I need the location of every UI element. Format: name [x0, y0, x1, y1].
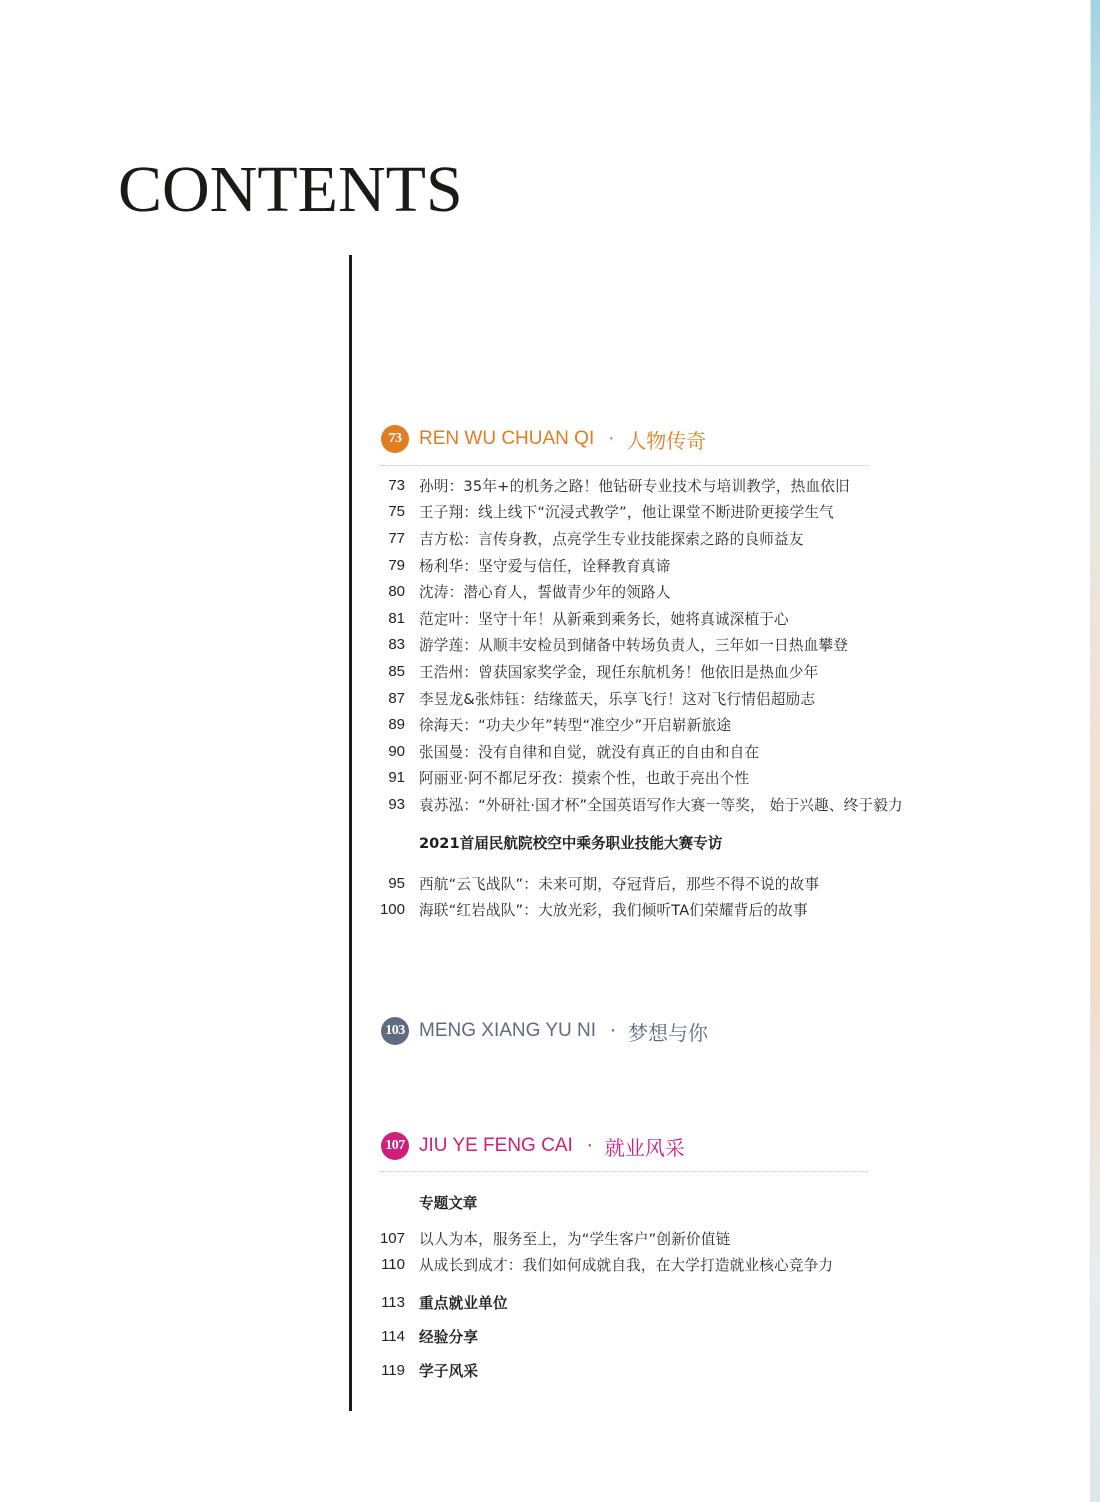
- toc-title: 沈涛：潜心育人，誓做青少年的领路人: [419, 584, 671, 602]
- toc-page-number: 90: [388, 742, 405, 760]
- toc-page-number: 100: [379, 901, 405, 919]
- toc-page-number: 85: [388, 662, 405, 680]
- section-separator: ·: [610, 1020, 617, 1042]
- toc-title: 张国曼：没有自律和自觉，就没有真正的自由和自在: [419, 743, 760, 761]
- toc-list-jiu-ye-feng-cai: [370, 1225, 833, 1278]
- toc-page-number: 79: [388, 556, 405, 574]
- toc-title: 吉方松：言传身教，点亮学生专业技能探索之路的良师益友: [419, 530, 804, 548]
- toc-entry[interactable]: [370, 605, 903, 632]
- page-title: CONTENTS: [118, 153, 463, 226]
- toc-list-ren-wu-chuan-qi: [370, 472, 903, 818]
- toc-title: 经验分享: [419, 1328, 479, 1346]
- toc-entry[interactable]: [370, 685, 903, 712]
- toc-page-number: 113: [381, 1293, 405, 1311]
- toc-entry[interactable]: [370, 1319, 508, 1353]
- toc-entry[interactable]: [370, 658, 903, 685]
- toc-page-number: 107: [379, 1229, 405, 1247]
- vertical-rule: [349, 255, 352, 1411]
- toc-page-number: 93: [388, 795, 405, 813]
- toc-title: 以人为本，服务至上，为“学生客户”创新价值链: [419, 1230, 731, 1248]
- section-page-badge: 107: [381, 1132, 409, 1160]
- toc-page-number: 73: [388, 476, 405, 494]
- section-separator: ·: [586, 1135, 593, 1157]
- toc-page-number: 95: [388, 874, 405, 892]
- toc-title: 学子风采: [419, 1362, 479, 1380]
- toc-subheading: 2021首届民航院校空中乘务职业技能大赛专访: [419, 835, 723, 852]
- toc-title: 袁苏泓：“外研社·国才杯”全国英语写作大赛一等奖， 始于兴趣、终于毅力: [419, 796, 903, 814]
- toc-entry[interactable]: [370, 870, 819, 897]
- toc-title: 徐海天：“功夫少年”转型“准空少”开启崭新旅途: [419, 717, 732, 735]
- toc-entry[interactable]: [370, 1252, 833, 1279]
- section-name-zh: 就业风采: [604, 1135, 685, 1160]
- toc-page-number: 110: [381, 1256, 405, 1274]
- section-header-meng-xiang-yu-ni[interactable]: [381, 1016, 708, 1046]
- toc-title: 李昱龙&张炜钰：结缘蓝天，乐享飞行！这对飞行情侣超励志: [419, 690, 816, 708]
- toc-title: 孙明：35年+的机务之路！他钻研专业技术与培训教学，热血依旧: [419, 477, 850, 495]
- section-name-en: JIU YE FENG CAI: [419, 1135, 573, 1156]
- toc-title: 游学莲：从顺丰安检员到储备中转场负责人，三年如一日热血攀登: [419, 637, 849, 655]
- toc-entry[interactable]: [370, 897, 819, 924]
- section-header-jiu-ye-feng-cai[interactable]: [381, 1131, 685, 1161]
- section-page-badge: 73: [381, 425, 409, 453]
- toc-entry[interactable]: [370, 632, 903, 659]
- section-divider: [380, 1171, 868, 1172]
- toc-title: 从成长到成才：我们如何成就自我，在大学打造就业核心竞争力: [419, 1257, 834, 1275]
- toc-title: 王子翔：线上线下“沉浸式教学”，他让课堂不断进阶更接学生气: [419, 504, 834, 522]
- toc-page-number: 87: [388, 689, 405, 707]
- toc-entry[interactable]: [370, 711, 903, 738]
- toc-page-number: 81: [388, 609, 405, 627]
- toc-page-number: 89: [388, 716, 405, 734]
- toc-page-number: 91: [388, 769, 405, 787]
- toc-entry[interactable]: [370, 578, 903, 605]
- page-edge-line: [1090, 0, 1091, 1502]
- toc-entry[interactable]: [370, 1225, 833, 1252]
- section-separator: ·: [608, 428, 615, 450]
- toc-entry[interactable]: [370, 525, 903, 552]
- section-name-zh: 人物传奇: [626, 428, 707, 453]
- toc-title: 重点就业单位: [419, 1294, 508, 1312]
- toc-entry[interactable]: [370, 472, 903, 499]
- toc-title: 阿丽亚·阿不都尼牙孜：摸索个性，也敢于亮出个性: [419, 770, 750, 788]
- section-divider: [380, 465, 868, 466]
- section-name-en: MENG XIANG YU NI: [419, 1020, 597, 1041]
- toc-entry[interactable]: [370, 1285, 508, 1319]
- toc-title: 范定叶：坚守十年！从新乘到乘务长，她将真诚深植于心: [419, 610, 789, 628]
- toc-page-number: 77: [388, 529, 405, 547]
- toc-page-number: 75: [388, 503, 405, 521]
- toc-entry[interactable]: [370, 738, 903, 765]
- toc-entry[interactable]: [370, 499, 903, 526]
- toc-title: 西航“云飞战队”：未来可期，夺冠背后，那些不得不说的故事: [419, 875, 820, 893]
- toc-entry[interactable]: [370, 791, 903, 818]
- toc-subheading: 专题文章: [419, 1195, 478, 1212]
- toc-entry[interactable]: [370, 1353, 508, 1387]
- section-name-zh: 梦想与你: [628, 1020, 709, 1045]
- toc-title: 海联“红岩战队”：大放光彩，我们倾听TA们荣耀背后的故事: [419, 902, 808, 920]
- section-page-badge: 103: [381, 1017, 409, 1045]
- section-name-en: REN WU CHUAN QI: [419, 428, 595, 449]
- toc-entry[interactable]: [370, 765, 903, 792]
- toc-title: 杨利华：坚守爱与信任，诠释教育真谛: [419, 557, 671, 575]
- toc-entry[interactable]: [370, 552, 903, 579]
- toc-list-bold-entries: [370, 1285, 508, 1387]
- toc-page-number: 114: [381, 1327, 405, 1345]
- toc-page-number: 119: [381, 1361, 405, 1379]
- page-edge-strip: [1091, 0, 1100, 1502]
- section-header-ren-wu-chuan-qi[interactable]: [381, 424, 706, 454]
- toc-page-number: 80: [388, 583, 405, 601]
- toc-page-number: 83: [388, 636, 405, 654]
- toc-title: 王浩州：曾获国家奖学金，现任东航机务！他依旧是热血少年: [419, 663, 819, 681]
- toc-list-competition-interviews: [370, 870, 819, 923]
